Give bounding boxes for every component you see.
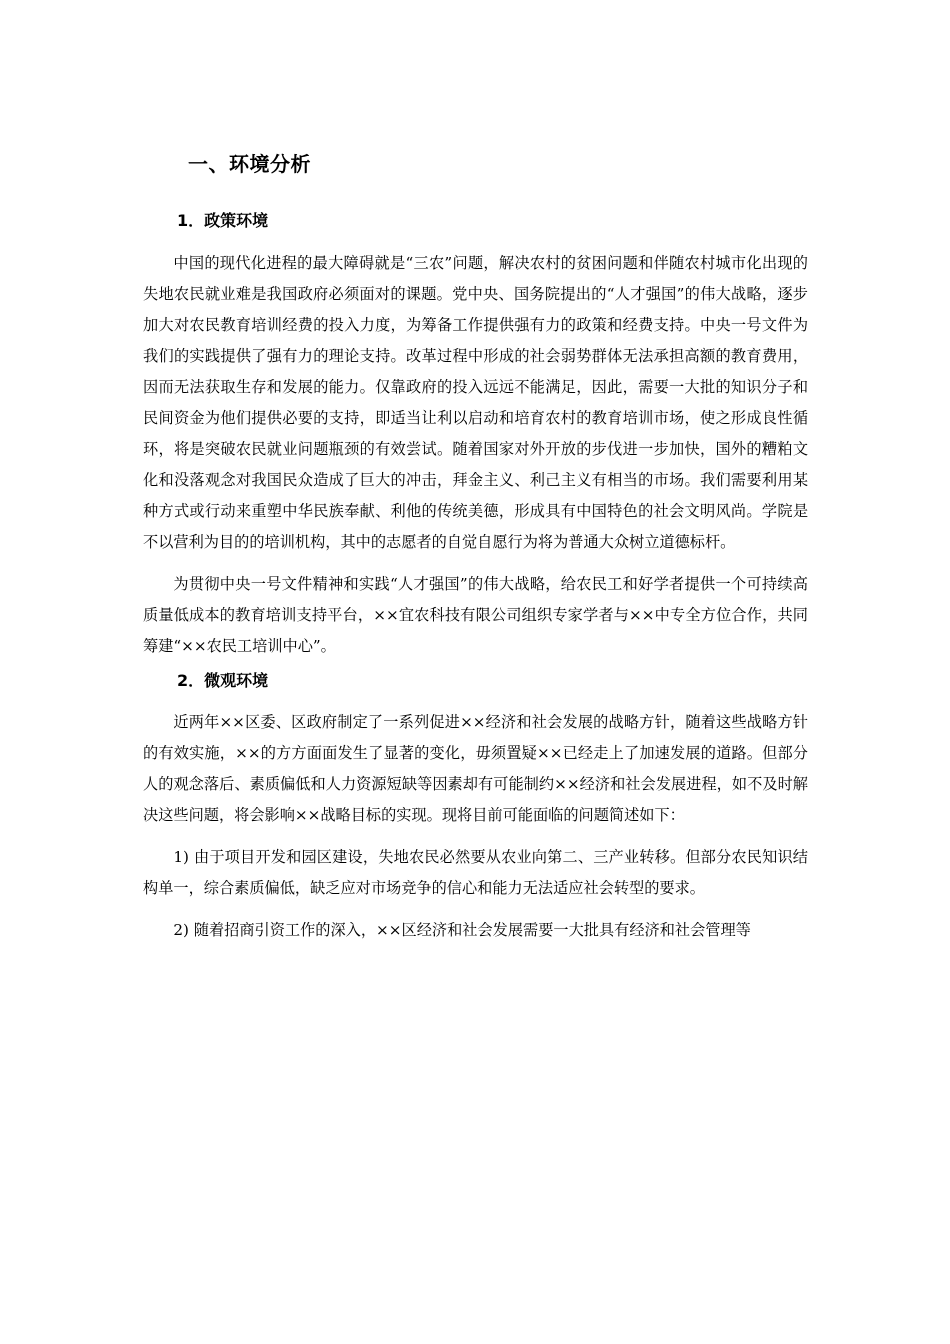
- policy-heading: 1．政策环境: [177, 211, 269, 230]
- policy-paragraph-2: 为贯彻中央一号文件精神和实践“人才强国”的伟大战略，给农民工和好学者提供一个可持续高质量低成本的教育培训支持平台，××宜农科技有限公司组织专家学者与××中专全方位合作，共同筹建“××农民工培训中心”。: [143, 575, 808, 655]
- section-title: 一、环境分析: [188, 152, 311, 176]
- micro-heading: 2．微观环境: [177, 671, 269, 690]
- policy-paragraph-1: 中国的现代化进程的最大障碍就是“三农”问题，解决农村的贫困问题和伴随农村城市化出现的失地农民就业难是我国政府必须面对的课题。党中央、国务院提出的“人才强国”的伟大战略，逐步加大对农民教育培训经费的投入力度，为筹备工作提供强有力的政策和经费支持。中央一号文件为我们的实践提供了强有力的理论支持。改革过程中形成的社会弱势群体无法承担高额的教育费用，因而无法获取生存和发展的能力。仅靠政府的投入远远不能满足，因此，需要一大批的知识分子和民间资金为他们提供必要的支持，即适当让利以启动和培育农村的教育培训市场，使之形成良性循环，将是突破农民就业问题瓶颈的有效尝试。随着国家对外开放的步伐进一步加快，国外的糟粕文化和没落观念对我国民众造成了巨大的冲击，拜金主义、利己主义有相当的市场。我们需要利用某种方式或行动来重塑中华民族奉献、利他的传统美德，形成具有中国特色的社会文明风尚。学院是不以营利为目的的培训机构，其中的志愿者的自觉自愿行为将为普通大众树立道德标杆。: [143, 254, 808, 551]
- micro-list-item-2: 2) 随着招商引资工作的深入，××区经济和社会发展需要一大批具有经济和社会管理等: [173, 921, 751, 939]
- micro-list-item-1: 1) 由于项目开发和园区建设，失地农民必然要从农业向第二、三产业转移。但部分农民知识结构单一，综合素质偏低，缺乏应对市场竞争的信心和能力无法适应社会转型的要求。: [143, 848, 808, 897]
- document-body: [143, 146, 808, 946]
- micro-paragraph-1: 近两年××区委、区政府制定了一系列促进××经济和社会发展的战略方针，随着这些战略方针的有效实施，××的方方面面发生了显著的变化，毋须置疑××已经走上了加速发展的道路。但部分人的观念落后、素质偏低和人力资源短缺等因素却有可能制约××经济和社会发展进程，如不及时解决这些问题，将会影响××战略目标的实现。现将目前可能面临的问题简述如下：: [143, 713, 808, 824]
